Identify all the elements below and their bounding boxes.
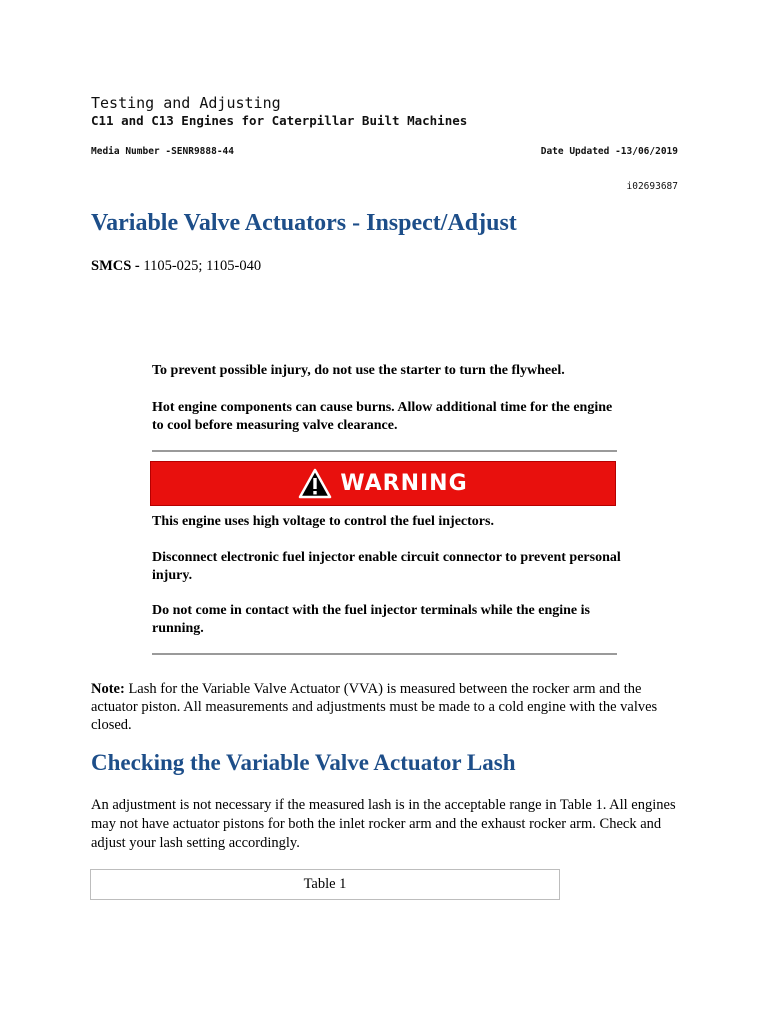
smcs-codes: 1105-025; 1105-040	[139, 258, 262, 274]
document-title: Testing and Adjusting	[91, 94, 281, 112]
table-caption	[90, 869, 560, 900]
warning-triangle-icon	[298, 468, 332, 499]
table-caption-label: Table 1	[303, 876, 347, 892]
note-text: Lash for the Variable Valve Actuator (VVA) is measured between the rocker arm and the actuator piston. All measurements and adjustments must be made to a cold engine with the valves closed.	[91, 681, 658, 733]
warning-text-terminals: Do not come in contact with the fuel injector terminals while the engine is running.	[152, 603, 590, 636]
warning-banner-label: WARNING	[340, 471, 468, 496]
warning-text-starter: To prevent possible injury, do not use the starter to turn the flywheel.	[152, 363, 565, 378]
document-id: i02693687	[626, 181, 678, 192]
checking-paragraph: An adjustment is not necessary if the measured lash is in the acceptable range in Table 1. All engines may not have actuator pistons for both the inlet rocker arm and the exhaust rocker arm. Check and adjust your lash setting accordingly.	[91, 797, 676, 851]
smcs-label: SMCS -	[91, 258, 140, 274]
warning-banner	[150, 461, 616, 506]
warning-text-disconnect: Disconnect electronic fuel injector enable circuit connector to prevent personal injury.	[152, 550, 621, 583]
divider	[152, 653, 617, 655]
note-paragraph	[91, 680, 681, 734]
warning-text-hot-components: Hot engine components can cause burns. Allow additional time for the engine to cool before measuring valve clearance.	[152, 400, 613, 433]
media-number: Media Number -SENR9888-44	[91, 146, 234, 157]
date-updated: Date Updated -13/06/2019	[540, 146, 678, 157]
divider	[152, 450, 617, 452]
smcs-line	[91, 258, 261, 275]
page-title: Variable Valve Actuators - Inspect/Adjust	[91, 210, 517, 236]
note-label: Note:	[91, 681, 125, 697]
document-subtitle: C11 and C13 Engines for Caterpillar Built Machines	[91, 113, 468, 128]
warning-text-high-voltage: This engine uses high voltage to control the fuel injectors.	[152, 514, 494, 529]
section-heading: Checking the Variable Valve Actuator Lash	[91, 750, 516, 775]
